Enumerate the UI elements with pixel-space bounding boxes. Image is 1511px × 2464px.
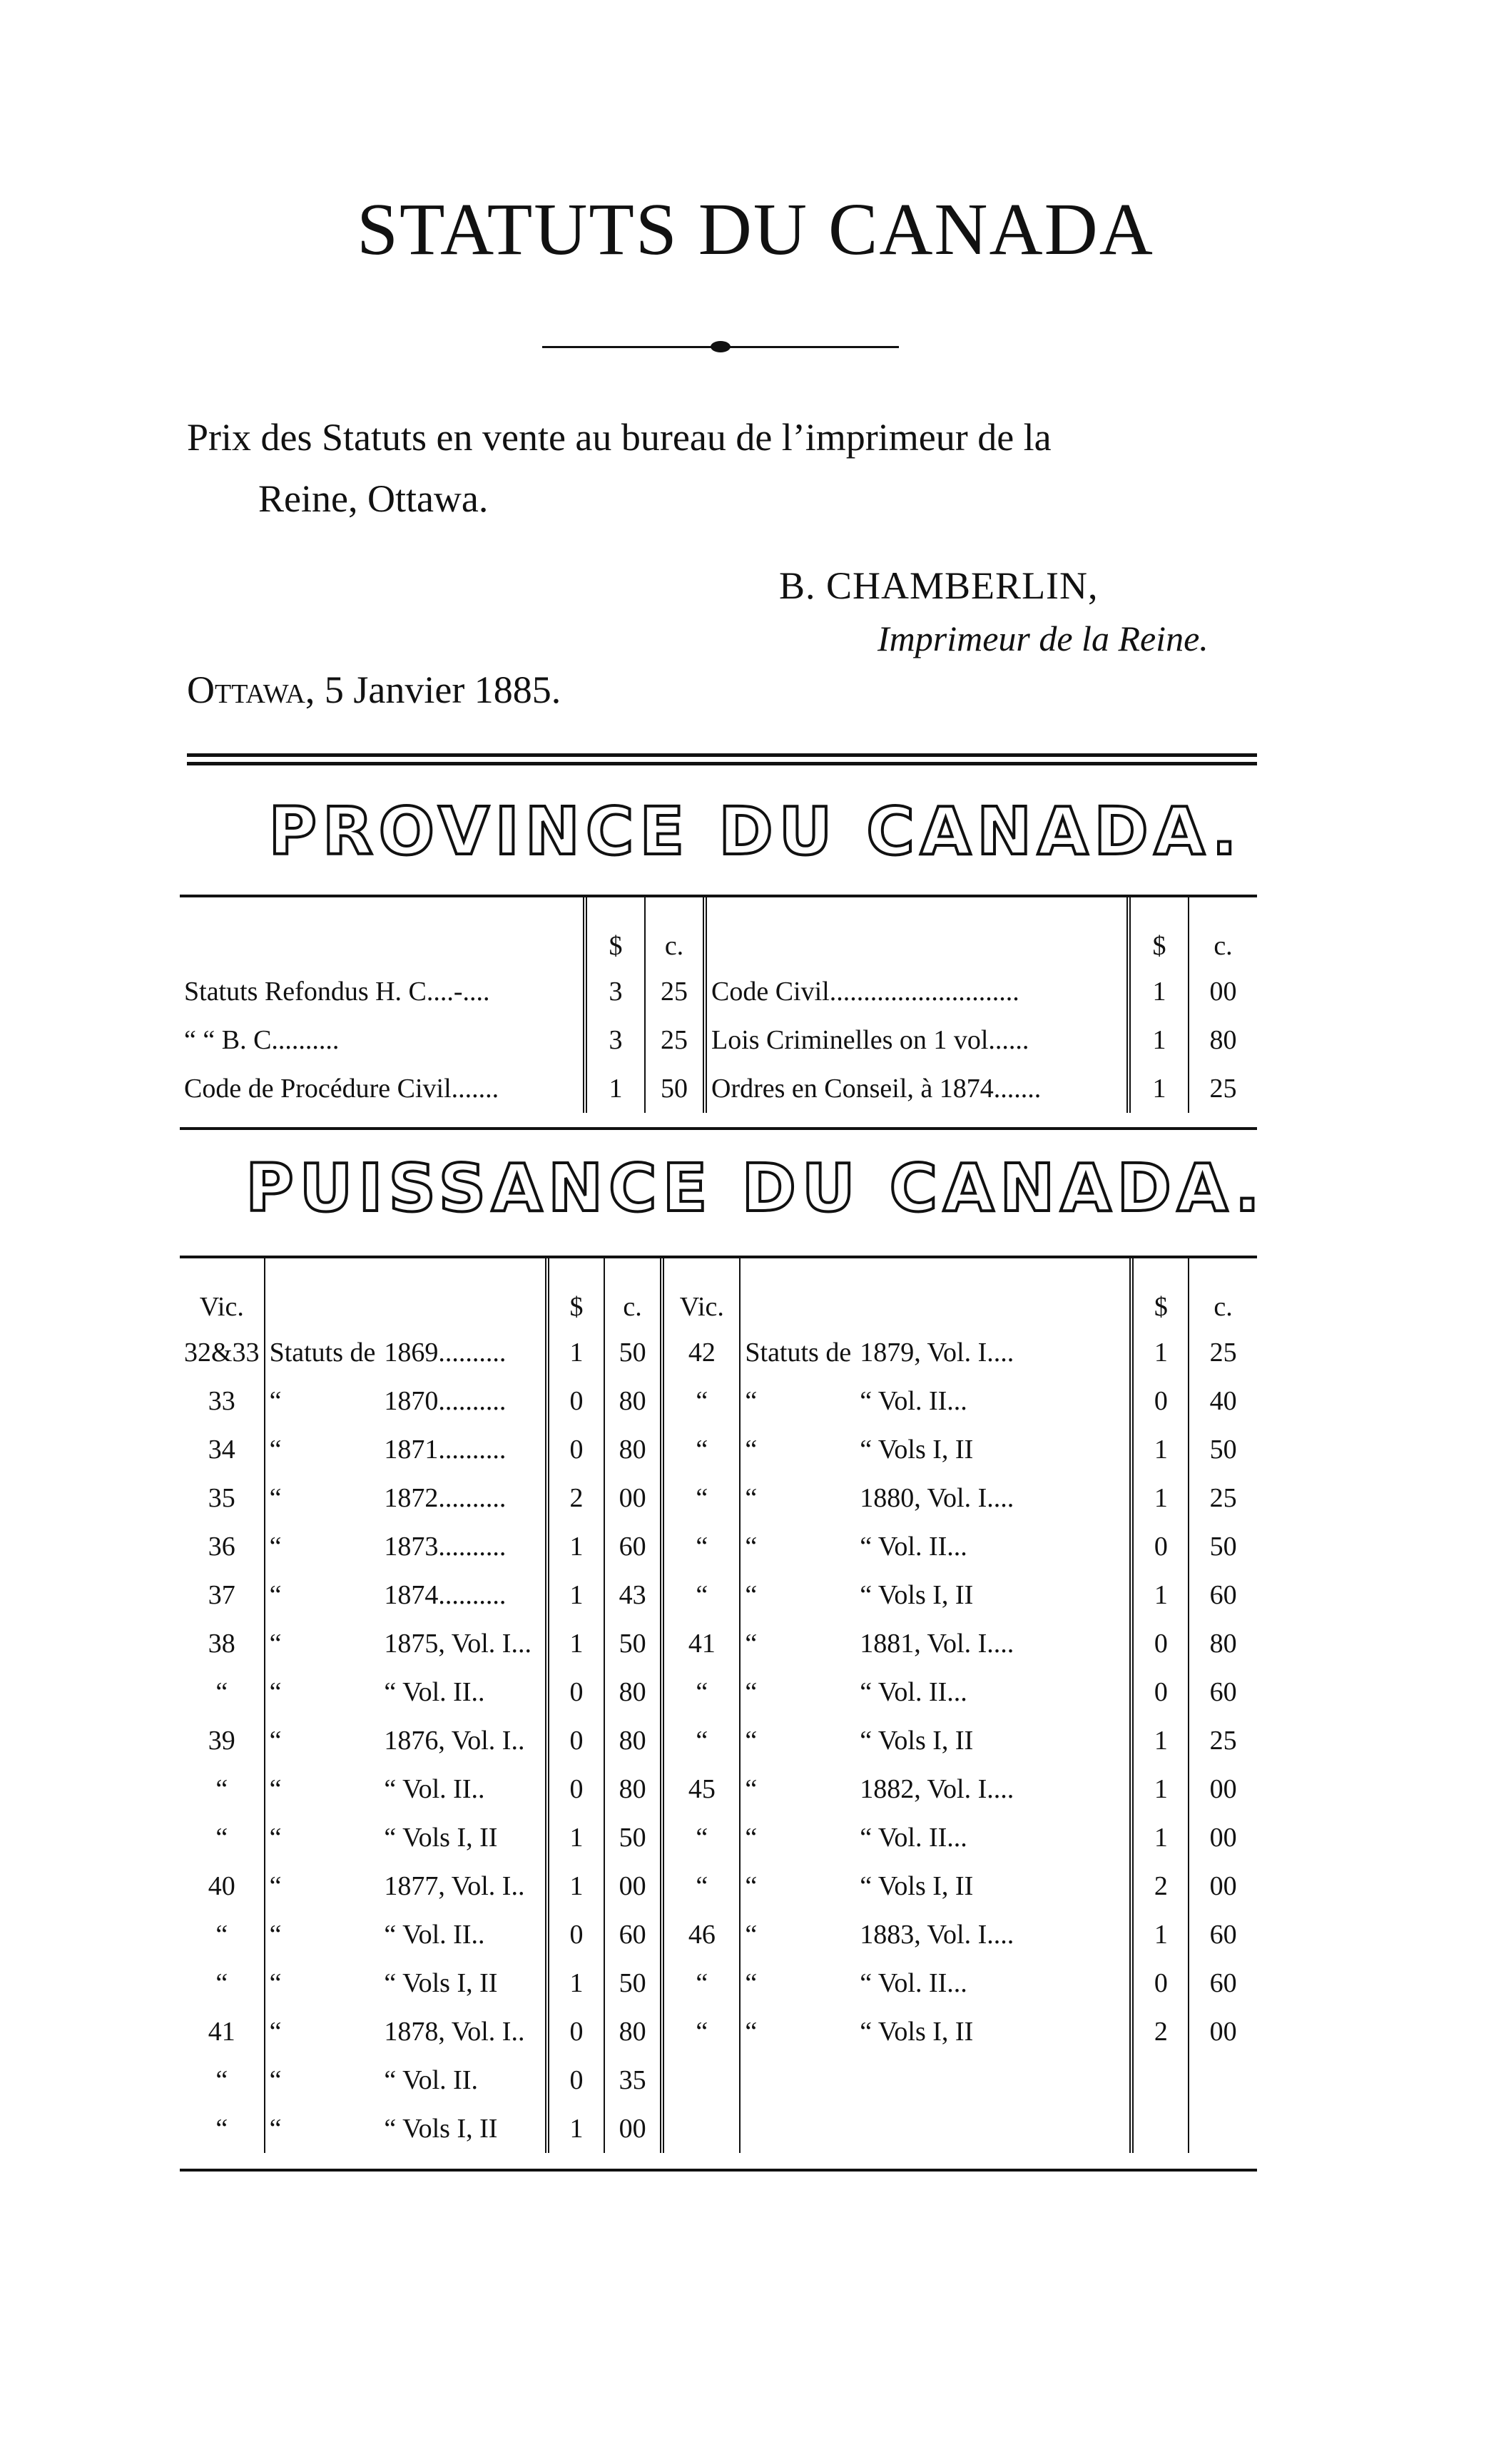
puissance-row <box>180 1668 1257 1716</box>
puissance-left-vic: “ <box>180 1813 265 1862</box>
puissance-left-year: “ Vols I, II <box>380 1813 547 1862</box>
puissance-header-vic-left: Vic. <box>180 1258 265 1328</box>
province-right-dollars: 1 <box>1129 967 1189 1016</box>
page-title: STATUTS DU CANADA <box>357 188 1154 270</box>
puissance-left-year: “ Vol. II.. <box>380 1765 547 1813</box>
puissance-right-vic: “ <box>662 1377 740 1425</box>
dateline-place: Ottawa, <box>187 668 315 711</box>
puissance-left-dollars: 0 <box>547 1910 604 1959</box>
puissance-heading: PUISSANCE DU CANADA. <box>245 1150 1266 1226</box>
puissance-left-dollars: 1 <box>547 1959 604 2007</box>
province-right-dollars: 1 <box>1129 1064 1189 1113</box>
puissance-right-cents: 40 <box>1209 1386 1237 1416</box>
puissance-right-year: “ Vols I, II <box>855 1862 1131 1910</box>
puissance-header-cents-right: c. <box>1214 1292 1233 1322</box>
puissance-right-cents: 60 <box>1209 1920 1237 1950</box>
puissance-right-vic: “ <box>662 1522 740 1571</box>
province-row <box>180 1064 1257 1113</box>
intro-line-2: Reine, Ottawa. <box>258 477 489 520</box>
puissance-right-dollars: 2 <box>1131 1862 1189 1910</box>
puissance-left-year: “ Vols I, II <box>380 1959 547 2007</box>
puissance-right-cents: 00 <box>1209 2017 1237 2047</box>
puissance-row <box>180 2104 1257 2153</box>
puissance-left-vic: 34 <box>180 1425 265 1474</box>
title-ornament-rule <box>542 340 899 354</box>
puissance-right-year: “ Vols I, II <box>855 2007 1131 2056</box>
puissance-left-dollars: 0 <box>547 1716 604 1765</box>
puissance-left-cents: 43 <box>604 1571 662 1619</box>
puissance-right-vic <box>662 2056 740 2104</box>
province-heading: PROVINCE DU CANADA. <box>268 793 1243 870</box>
puissance-header-dollar-right: $ <box>1131 1258 1189 1328</box>
puissance-left-dollars: 1 <box>547 1328 604 1377</box>
puissance-left-cents: 50 <box>604 1813 662 1862</box>
signer-title: Imprimeur de la Reine. <box>877 618 1209 658</box>
puissance-left-vic: 37 <box>180 1571 265 1619</box>
puissance-right-cents: 25 <box>1209 1726 1237 1756</box>
puissance-left-dollars: 1 <box>547 1619 604 1668</box>
puissance-left-cents: 80 <box>604 1377 662 1425</box>
puissance-right-statute: “ <box>745 1968 758 1998</box>
puissance-left-year: “ Vol. II. <box>380 2056 547 2104</box>
puissance-right-cents <box>1189 2056 1257 2104</box>
puissance-left-year: 1870.......... <box>380 1377 547 1425</box>
puissance-right-dollars: 1 <box>1131 1328 1189 1377</box>
puissance-right-statute: “ <box>745 1580 758 1610</box>
puissance-right-year: “ Vols I, II <box>855 1716 1131 1765</box>
puissance-left-year: “ Vol. II.. <box>380 1668 547 1716</box>
province-header-blank-left <box>180 897 585 967</box>
puissance-left-dollars: 0 <box>547 2056 604 2104</box>
puissance-left-statute: “ <box>269 1774 282 1804</box>
puissance-row <box>180 2056 1257 2104</box>
puissance-right-year: “ Vol. II... <box>855 1522 1131 1571</box>
puissance-right-cents: 50 <box>1209 1435 1237 1465</box>
puissance-left-vic: 41 <box>180 2007 265 2056</box>
puissance-right-vic: 45 <box>662 1765 740 1813</box>
puissance-left-year: 1873.......... <box>380 1522 547 1571</box>
puissance-row <box>180 1377 1257 1425</box>
puissance-left-year: 1875, Vol. I... <box>380 1619 547 1668</box>
puissance-row <box>180 1813 1257 1862</box>
intro-line-1: Prix des Statuts en vente au bureau de l’imprimeur de la <box>187 416 1052 459</box>
puissance-left-statute: “ <box>269 1823 282 1853</box>
puissance-row <box>180 1571 1257 1619</box>
puissance-right-vic: “ <box>662 1474 740 1522</box>
puissance-right-statute: “ <box>745 2017 758 2047</box>
puissance-right-cents: 60 <box>1209 1580 1237 1610</box>
province-right-label: Code Civil............................ <box>705 967 1129 1016</box>
puissance-left-dollars: 1 <box>547 2104 604 2153</box>
puissance-left-year: 1878, Vol. I.. <box>380 2007 547 2056</box>
puissance-right-year: “ Vol. II... <box>855 1377 1131 1425</box>
province-right-cents: 00 <box>1209 977 1237 1007</box>
province-left-dollars: 3 <box>585 1016 645 1064</box>
puissance-left-statute: “ <box>269 2114 282 2144</box>
puissance-right-statute: “ <box>745 1386 758 1416</box>
puissance-right-dollars: 1 <box>1131 1474 1189 1522</box>
puissance-right-vic: “ <box>662 1959 740 2007</box>
puissance-row <box>180 1862 1257 1910</box>
puissance-left-dollars: 2 <box>547 1474 604 1522</box>
puissance-right-statute: “ <box>745 1774 758 1804</box>
puissance-left-year: 1876, Vol. I.. <box>380 1716 547 1765</box>
province-right-label: Ordres en Conseil, à 1874....... <box>705 1064 1129 1113</box>
puissance-right-dollars: 0 <box>1131 1619 1189 1668</box>
puissance-right-cents: 50 <box>1209 1532 1237 1562</box>
province-header-blank-right <box>705 897 1129 967</box>
puissance-right-statute: “ <box>745 1920 758 1950</box>
puissance-right-vic: “ <box>662 1862 740 1910</box>
puissance-left-cents: 80 <box>604 1765 662 1813</box>
header-divider-bottom <box>187 762 1257 765</box>
province-header-dollar-left: $ <box>585 897 645 967</box>
puissance-row <box>180 1474 1257 1522</box>
puissance-left-statute: “ <box>269 2017 282 2047</box>
province-left-label: “ “ B. C.......... <box>180 1016 585 1064</box>
puissance-right-dollars: 1 <box>1131 1910 1189 1959</box>
puissance-left-year: 1869.......... <box>380 1328 547 1377</box>
province-row <box>180 967 1257 1016</box>
puissance-right-dollars: 1 <box>1131 1716 1189 1765</box>
puissance-right-year <box>855 2056 1131 2104</box>
puissance-right-cents: 00 <box>1209 1823 1237 1853</box>
puissance-right-cents: 60 <box>1209 1677 1237 1707</box>
puissance-left-statute: “ <box>269 1483 282 1513</box>
puissance-right-vic: 42 <box>662 1328 740 1377</box>
puissance-right-cents <box>1189 2104 1257 2153</box>
province-header-cents-right: c. <box>1214 931 1233 961</box>
puissance-right-vic: 41 <box>662 1619 740 1668</box>
puissance-right-statute <box>740 2056 855 2104</box>
puissance-left-vic: “ <box>180 2104 265 2153</box>
puissance-right-statute: “ <box>745 1823 758 1853</box>
puissance-left-cents: 60 <box>604 1522 662 1571</box>
puissance-left-cents: 00 <box>604 2104 662 2153</box>
province-left-cents: 25 <box>645 967 705 1016</box>
intro-paragraph <box>187 407 1300 529</box>
puissance-right-dollars <box>1131 2056 1189 2104</box>
puissance-left-dollars: 0 <box>547 2007 604 2056</box>
puissance-right-dollars: 1 <box>1131 1425 1189 1474</box>
province-row <box>180 1016 1257 1064</box>
puissance-right-year: 1879, Vol. I.... <box>855 1328 1131 1377</box>
puissance-left-statute: “ <box>269 1386 282 1416</box>
puissance-row <box>180 1910 1257 1959</box>
puissance-right-cents: 60 <box>1209 1968 1237 1998</box>
puissance-right-statute: “ <box>745 1726 758 1756</box>
puissance-left-cents: 35 <box>604 2056 662 2104</box>
puissance-left-statute: “ <box>269 1435 282 1465</box>
puissance-left-statute: “ <box>269 1580 282 1610</box>
puissance-left-vic: “ <box>180 1668 265 1716</box>
puissance-right-statute: Statuts de <box>745 1338 852 1368</box>
puissance-row <box>180 1328 1257 1377</box>
puissance-left-cents: 60 <box>604 1910 662 1959</box>
puissance-left-dollars: 1 <box>547 1813 604 1862</box>
puissance-left-statute: “ <box>269 1677 282 1707</box>
puissance-header-blank-right <box>740 1258 855 1328</box>
province-left-cents: 25 <box>645 1016 705 1064</box>
puissance-right-statute <box>740 2104 855 2153</box>
puissance-left-year: 1872.......... <box>380 1474 547 1522</box>
puissance-row <box>180 1716 1257 1765</box>
signer-name: B. CHAMBERLIN, <box>779 564 1099 607</box>
province-right-cents: 80 <box>1209 1025 1237 1055</box>
puissance-header-blank-left-2 <box>380 1258 547 1328</box>
puissance-left-vic: “ <box>180 1959 265 2007</box>
puissance-row <box>180 2007 1257 2056</box>
puissance-left-year: 1877, Vol. I.. <box>380 1862 547 1910</box>
puissance-left-vic: “ <box>180 1910 265 1959</box>
puissance-right-dollars: 2 <box>1131 2007 1189 2056</box>
puissance-left-vic: 33 <box>180 1377 265 1425</box>
puissance-left-statute: “ <box>269 1629 282 1659</box>
puissance-left-dollars: 0 <box>547 1668 604 1716</box>
puissance-right-vic: 46 <box>662 1910 740 1959</box>
puissance-left-vic: “ <box>180 2056 265 2104</box>
puissance-right-cents: 25 <box>1209 1483 1237 1513</box>
puissance-right-dollars: 0 <box>1131 1668 1189 1716</box>
puissance-left-dollars: 1 <box>547 1862 604 1910</box>
puissance-price-table <box>180 1258 1257 2153</box>
header-divider-top <box>187 753 1257 757</box>
puissance-right-year: 1880, Vol. I.... <box>855 1474 1131 1522</box>
puissance-left-cents: 50 <box>604 1959 662 2007</box>
puissance-right-year: “ Vol. II... <box>855 1813 1131 1862</box>
puissance-right-year: 1883, Vol. I.... <box>855 1910 1131 1959</box>
puissance-right-cents: 80 <box>1209 1629 1237 1659</box>
puissance-header-cents-left: c. <box>604 1258 662 1328</box>
puissance-left-vic: 40 <box>180 1862 265 1910</box>
puissance-right-dollars: 0 <box>1131 1522 1189 1571</box>
province-left-label: Statuts Refondus H. C....-.... <box>180 967 585 1016</box>
province-table-bottom-rule <box>180 1127 1257 1130</box>
puissance-left-statute: Statuts de <box>269 1338 376 1368</box>
puissance-right-dollars: 1 <box>1131 1765 1189 1813</box>
puissance-left-year: 1871.......... <box>380 1425 547 1474</box>
puissance-right-cents: 00 <box>1209 1871 1237 1901</box>
puissance-right-statute: “ <box>745 1677 758 1707</box>
puissance-right-dollars: 1 <box>1131 1813 1189 1862</box>
puissance-right-cents: 00 <box>1209 1774 1237 1804</box>
puissance-header-dollar-left: $ <box>547 1258 604 1328</box>
puissance-right-year <box>855 2104 1131 2153</box>
province-left-cents: 50 <box>645 1064 705 1113</box>
puissance-left-statute: “ <box>269 2065 282 2095</box>
puissance-right-dollars <box>1131 2104 1189 2153</box>
dateline-date: 5 Janvier 1885. <box>315 668 561 711</box>
puissance-left-dollars: 0 <box>547 1425 604 1474</box>
puissance-row <box>180 1959 1257 2007</box>
province-header-cents-left: c. <box>645 897 705 967</box>
province-header-dollar-right: $ <box>1129 897 1189 967</box>
puissance-left-statute: “ <box>269 1532 282 1562</box>
puissance-left-cents: 80 <box>604 2007 662 2056</box>
puissance-left-year: “ Vol. II.. <box>380 1910 547 1959</box>
puissance-row <box>180 1425 1257 1474</box>
puissance-right-dollars: 0 <box>1131 1959 1189 2007</box>
puissance-left-statute: “ <box>269 1968 282 1998</box>
puissance-right-statute: “ <box>745 1532 758 1562</box>
puissance-header-blank-right-2 <box>855 1258 1131 1328</box>
puissance-row <box>180 1765 1257 1813</box>
puissance-left-dollars: 1 <box>547 1522 604 1571</box>
puissance-right-year: 1882, Vol. I.... <box>855 1765 1131 1813</box>
puissance-right-statute: “ <box>745 1435 758 1465</box>
puissance-left-year: 1874.......... <box>380 1571 547 1619</box>
puissance-header-vic-right: Vic. <box>662 1258 740 1328</box>
puissance-left-vic: 32&33 <box>180 1328 265 1377</box>
puissance-left-cents: 80 <box>604 1425 662 1474</box>
dateline <box>187 668 561 712</box>
puissance-right-vic: “ <box>662 1425 740 1474</box>
province-left-dollars: 3 <box>585 967 645 1016</box>
puissance-left-dollars: 1 <box>547 1571 604 1619</box>
puissance-left-statute: “ <box>269 1920 282 1950</box>
puissance-row <box>180 1619 1257 1668</box>
puissance-left-vic: 39 <box>180 1716 265 1765</box>
puissance-right-vic: “ <box>662 1668 740 1716</box>
puissance-table-bottom-rule <box>180 2169 1257 2172</box>
puissance-right-year: “ Vols I, II <box>855 1571 1131 1619</box>
puissance-right-vic <box>662 2104 740 2153</box>
puissance-right-vic: “ <box>662 1716 740 1765</box>
puissance-right-statute: “ <box>745 1483 758 1513</box>
puissance-left-vic: 38 <box>180 1619 265 1668</box>
puissance-right-vic: “ <box>662 1813 740 1862</box>
puissance-right-dollars: 1 <box>1131 1571 1189 1619</box>
puissance-left-dollars: 0 <box>547 1377 604 1425</box>
puissance-left-cents: 00 <box>604 1474 662 1522</box>
province-left-dollars: 1 <box>585 1064 645 1113</box>
puissance-left-dollars: 0 <box>547 1765 604 1813</box>
puissance-right-cents: 25 <box>1209 1338 1237 1368</box>
puissance-right-year: “ Vol. II... <box>855 1668 1131 1716</box>
province-left-label: Code de Procédure Civil....... <box>180 1064 585 1113</box>
province-right-label: Lois Criminelles on 1 vol...... <box>705 1016 1129 1064</box>
puissance-left-year: “ Vols I, II <box>380 2104 547 2153</box>
puissance-left-cents: 80 <box>604 1668 662 1716</box>
puissance-left-cents: 50 <box>604 1619 662 1668</box>
puissance-header-row <box>180 1258 1257 1328</box>
puissance-left-vic: 35 <box>180 1474 265 1522</box>
puissance-left-vic: “ <box>180 1765 265 1813</box>
province-price-table <box>180 897 1257 1113</box>
puissance-right-year: “ Vol. II... <box>855 1959 1131 2007</box>
puissance-left-cents: 80 <box>604 1716 662 1765</box>
puissance-left-cents: 00 <box>604 1862 662 1910</box>
puissance-row <box>180 1522 1257 1571</box>
puissance-right-vic: “ <box>662 2007 740 2056</box>
puissance-right-year: 1881, Vol. I.... <box>855 1619 1131 1668</box>
puissance-header-blank-left <box>265 1258 380 1328</box>
puissance-left-cents: 50 <box>604 1328 662 1377</box>
puissance-right-dollars: 0 <box>1131 1377 1189 1425</box>
province-right-cents: 25 <box>1209 1074 1237 1104</box>
puissance-left-statute: “ <box>269 1726 282 1756</box>
puissance-right-year: “ Vols I, II <box>855 1425 1131 1474</box>
puissance-right-statute: “ <box>745 1871 758 1901</box>
puissance-left-statute: “ <box>269 1871 282 1901</box>
puissance-left-vic: 36 <box>180 1522 265 1571</box>
puissance-right-vic: “ <box>662 1571 740 1619</box>
province-header-row <box>180 897 1257 967</box>
puissance-right-statute: “ <box>745 1629 758 1659</box>
province-right-dollars: 1 <box>1129 1016 1189 1064</box>
